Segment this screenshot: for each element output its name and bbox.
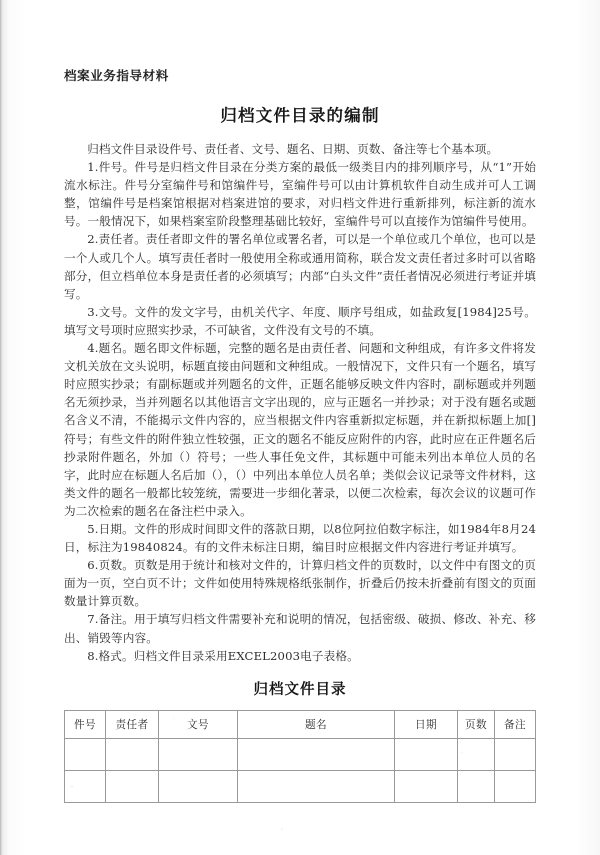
cell-beizhu[interactable] xyxy=(495,738,536,770)
catalog-table xyxy=(64,710,536,803)
cell-riqi[interactable] xyxy=(395,738,458,770)
cell-riqi[interactable] xyxy=(395,770,458,802)
column-header-yeshu: 页数 xyxy=(458,710,495,738)
cell-jianhao[interactable] xyxy=(65,770,106,802)
cell-wenhao[interactable] xyxy=(159,770,238,802)
catalog-table-caption: 归档文件目录 xyxy=(253,680,347,698)
table-row xyxy=(65,738,536,770)
table-header-row xyxy=(65,710,536,738)
cell-zerenzhe[interactable] xyxy=(106,738,159,770)
paragraph-item-6: 6.页数。页数是用于统计和核对文件的，计算归档文件的页数时，以文件中有图文的页面为一页，空白页不计；文件如使用特殊规格纸张制作，折叠后仍按未折叠前有图文的页面数量计算页数。 xyxy=(64,558,536,609)
paragraph-item-5: 5.日期。文件的形成时间即文件的落款日期，以8位阿拉伯数字标注，如1984年8月24日，标注为19840824。有的文件未标注日期，编目时应根据文件内容进行考证并填写。 xyxy=(64,521,536,555)
cell-yeshu[interactable] xyxy=(458,770,495,802)
paragraph-item-1: 1.件号。件号是归档文件目录在分类方案的最低一级类目内的排列顺序号，从“1”开始流水标注。件号分室编件号和馆编件号，室编件号可以由计算机软件自动生成并可人工调整，馆编件号是档案馆根据对档案进馆的要求，对归档文件进行重新排列，标注新的流水号。一般情况下，如果档案室阶段整理基础比较好，室编件号可以直接作为馆编件号使用。 xyxy=(64,160,536,229)
cell-yeshu[interactable] xyxy=(458,738,495,770)
paragraph-item-3: 3.文号。文件的发文字号，由机关代字、年度、顺序号组成，如盐政复[1984]25号。填写文号项时应照实抄录，不可缺省，文件没有文号的不填。 xyxy=(64,304,536,337)
paragraph-item-8: 8.格式。归档文件目录采用EXCEL2003电子表格。 xyxy=(87,648,359,663)
column-header-riqi: 日期 xyxy=(395,710,458,738)
column-header-jianhao: 件号 xyxy=(65,710,106,738)
table-row xyxy=(65,770,536,802)
column-header-zerenzhe: 责任者 xyxy=(106,710,159,738)
running-head: 档案业务指导材料 xyxy=(64,68,169,83)
cell-wenhao[interactable] xyxy=(159,738,238,770)
cell-timing[interactable] xyxy=(238,770,395,802)
column-header-wenhao: 文号 xyxy=(159,710,238,738)
cell-zerenzhe[interactable] xyxy=(106,770,159,802)
body-text xyxy=(64,140,536,665)
paragraph-intro: 归档文件目录设件号、责任者、文号、题名、日期、页数、备注等七个基本项。 xyxy=(87,142,499,156)
column-header-timing: 题名 xyxy=(238,710,395,738)
cell-timing[interactable] xyxy=(238,738,395,770)
paragraph-item-2: 2.责任者。责任者即文件的署名单位或署名者，可以是一个单位或几个单位，也可以是一个人或几个人。填写责任者时一般使用全称或通用简称，联合发文责任者过多时可以省略部分，但立档单位本身是责任者的必须填写；内部“白头文件”责任者情况必须进行考证并填写。 xyxy=(64,232,536,301)
cell-beizhu[interactable] xyxy=(495,770,536,802)
document-content xyxy=(64,0,536,855)
scan-edge xyxy=(0,0,3,855)
page-title: 归档文件目录的编制 xyxy=(220,106,380,125)
column-header-beizhu: 备注 xyxy=(495,710,536,738)
paragraph-item-4: 4.题名。题名即文件标题，完整的题名是由责任者、问题和文种组成，有许多文件将发文机关放在文头说明，标题直接由问题和文种组成。一般情况下，文件只有一个题名，填写时应照实抄录；有副标题或并列题名的文件，正题名能够反映文件内容时，副标题或并列题名无须抄录，当并列题名以其他语言文字出现的，应与正题名一并抄录；对于没有题名或题名含义不清，不能揭示文件内容的，应当根据文件内容重新拟定标题，并在新拟标题上加[]符号；有些文件的附件独立性较强，正文的题名不能反应附件的内容，此时应在正件题名后抄录附件题名，外加（）符号；一些人事任免文件，其标题中可能未列出本单位人员的名字，此时应在标题人名后加（），（）中列出本单位人员名单；类似会议记录等文件材料，这类文件的题名一般都比较笼统，需要进一步细化著录，以便二次检索，每次会议的议题可作为二次检索的题名在备注栏中录入。 xyxy=(64,341,536,518)
cell-jianhao[interactable] xyxy=(65,738,106,770)
paragraph-item-7: 7.备注。用于填写归档文件需要补充和说明的情况，包括密级、破损、修改、补充、移出、销毁等内容。 xyxy=(64,612,536,645)
